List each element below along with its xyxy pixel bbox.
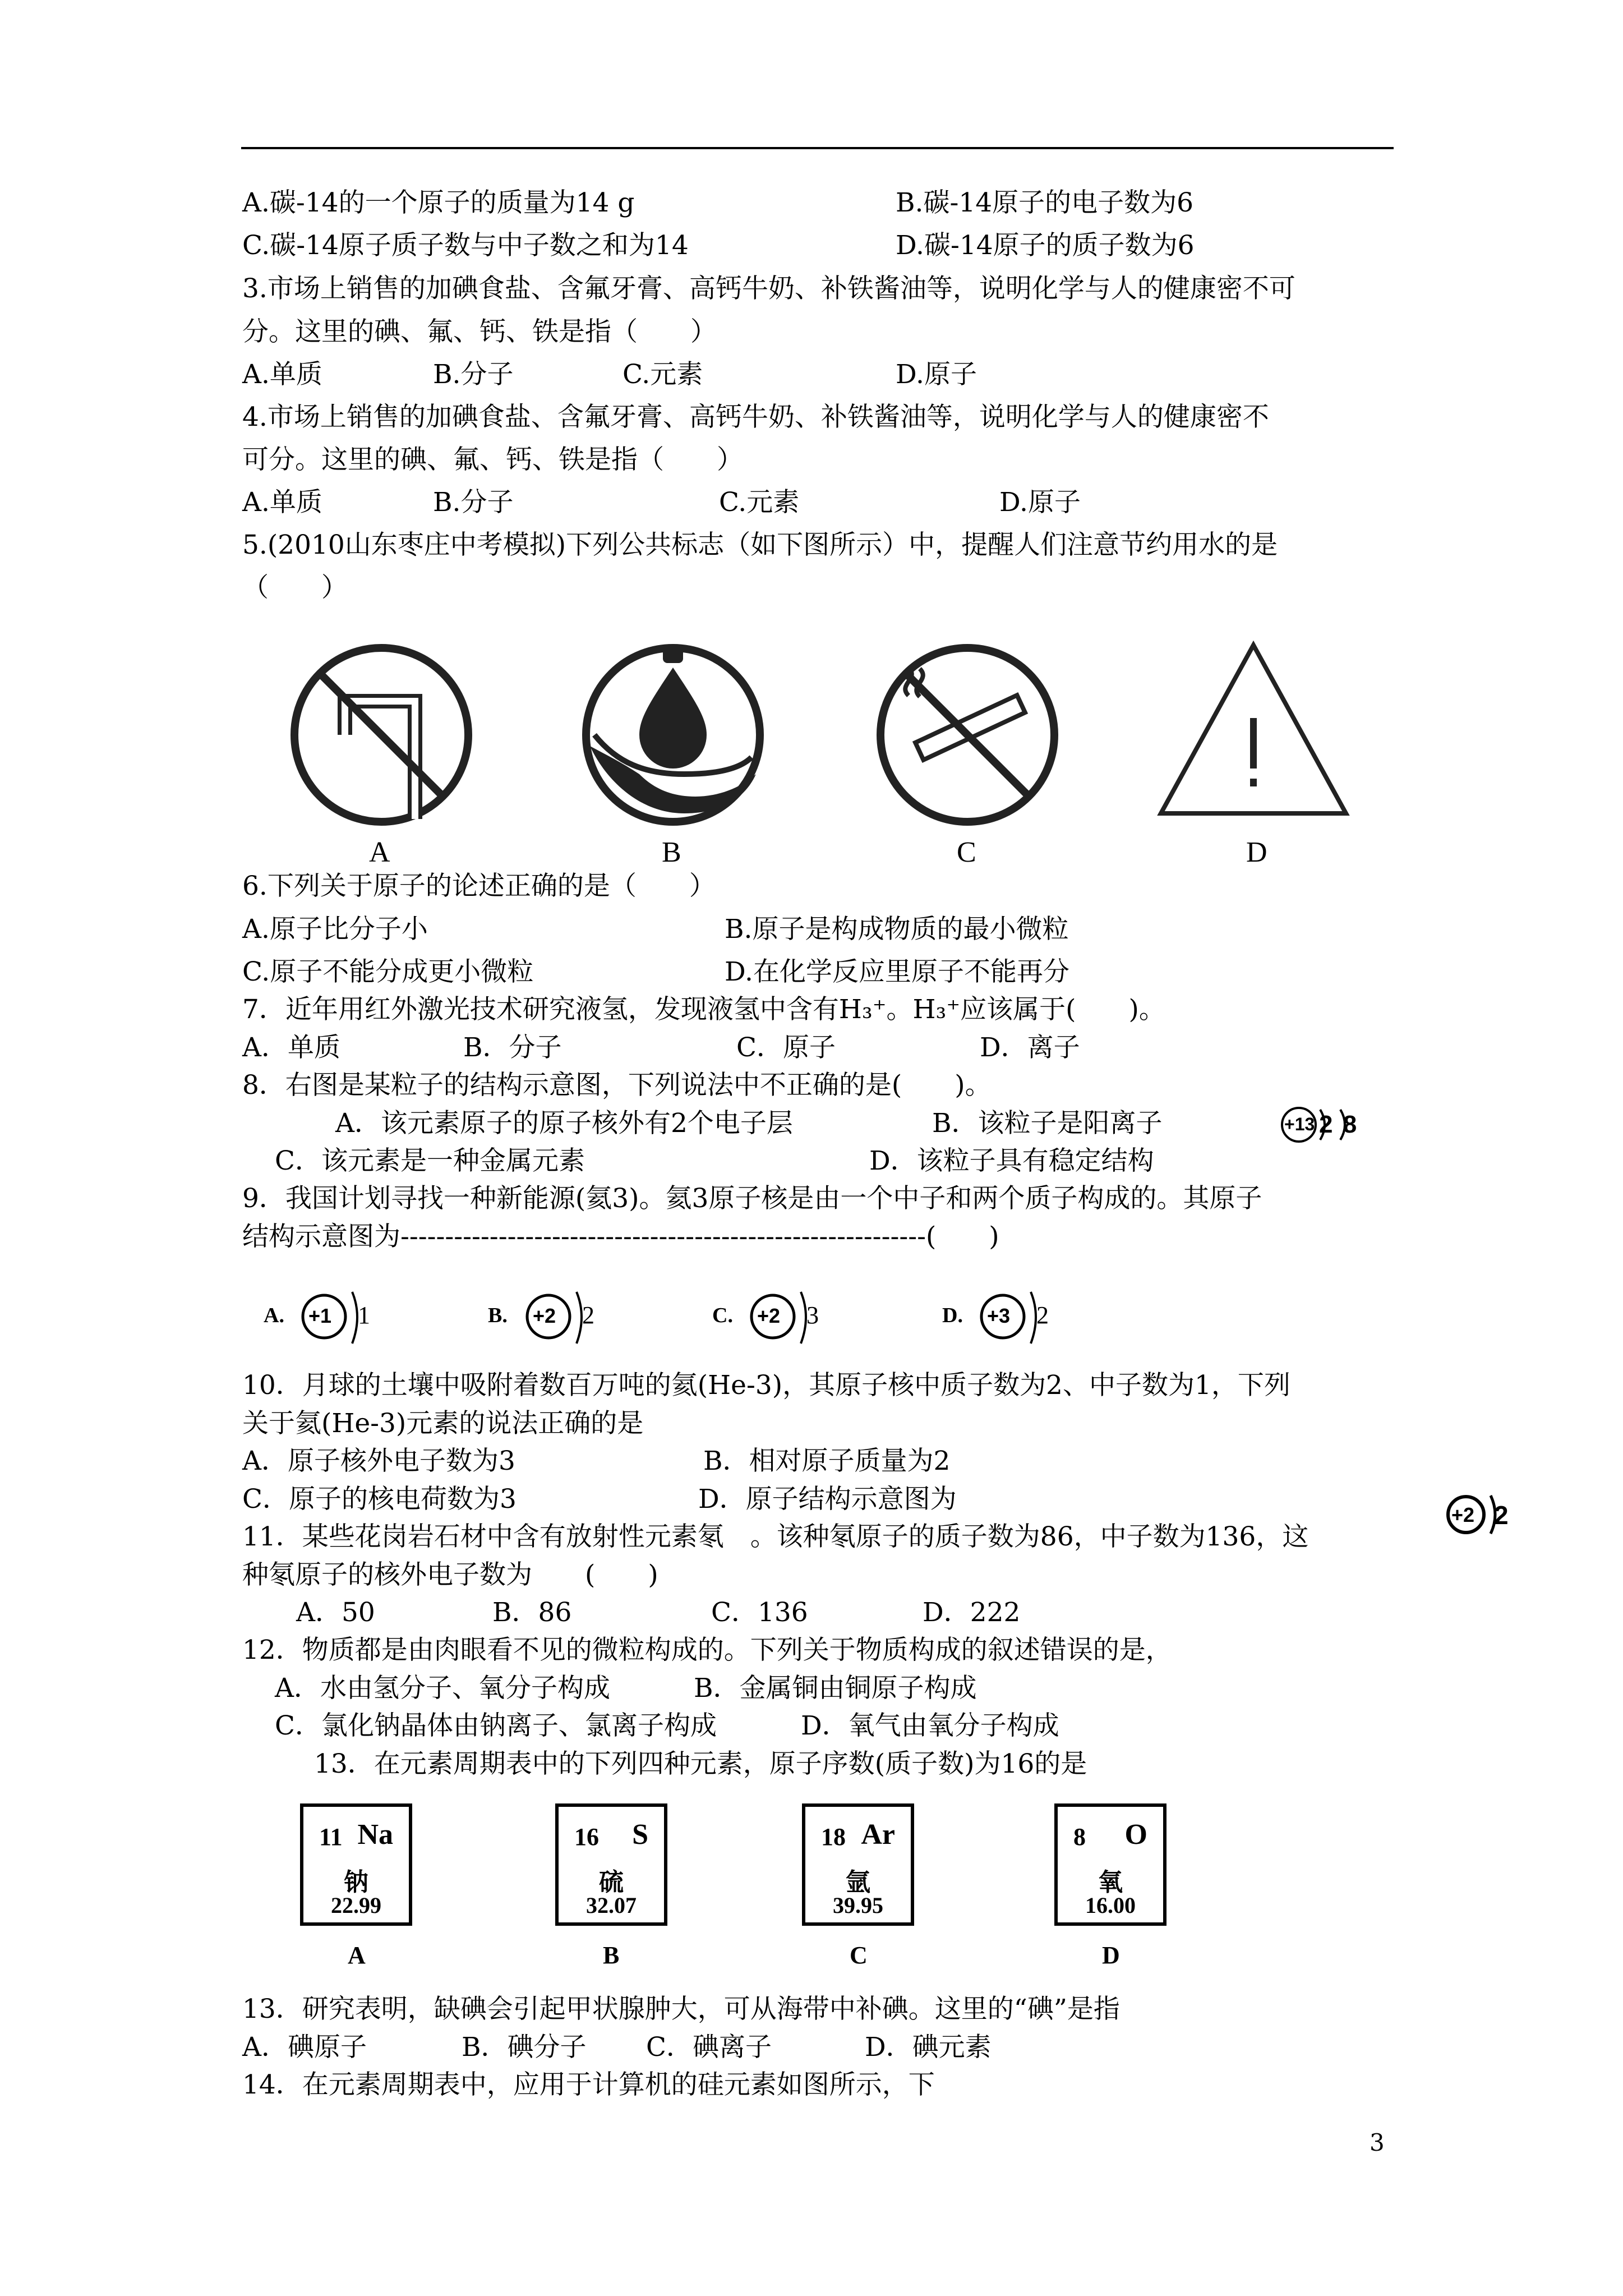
text-q13a-0: 13．在元素周期表中的下列四种元素，原子序数(质子数)为16的是 [314, 1749, 1087, 1779]
text-q10-ab-1: B．相对原子质量为2 [703, 1446, 951, 1476]
text-q13b-opts-2: C．碘离子 [646, 2032, 772, 2063]
text-q6-ab-1: B.原子是构成物质的最小微粒 [725, 914, 1069, 945]
element-label-a: A [348, 1941, 366, 1969]
text-q4-opts-3: D.原子 [999, 487, 1081, 518]
q9-option-c [712, 1287, 847, 1349]
q9-option-d [942, 1287, 1077, 1349]
text-q8-cd-0: C．该元素是一种金属元素 [275, 1145, 585, 1176]
element-box-ar [802, 1803, 914, 1926]
text-q6-ab-0: A.原子比分子小 [242, 914, 428, 945]
atomic-mass: 16.00 [1085, 1893, 1136, 1918]
q10-structure-diagram [1444, 1492, 1516, 1537]
sign-label-c: C [957, 836, 976, 868]
text-q4-opts-0: A.单质 [242, 487, 322, 518]
text-q8-ab-0: A．该元素原子的原子核外有2个电子层 [335, 1108, 793, 1139]
text-q7-opts-2: C．原子 [736, 1032, 836, 1063]
text-q11-1-0: 11．某些花岗岩石材中含有放射性元素氡 。该种氡原子的质子数为86，中子数为136，这 [242, 1521, 1309, 1552]
text-q7-opts-0: A．单质 [242, 1032, 340, 1063]
q9-letter: C. [712, 1304, 733, 1327]
q9-letter: A. [264, 1304, 284, 1327]
element-label-d: D [1102, 1941, 1120, 1969]
header-rule [241, 147, 1394, 149]
text-q2-ab-0: A.碳-14的一个原子的质量为14 g [242, 187, 635, 218]
text-q7-0: 7．近年用红外激光技术研究液氢，发现液氢中含有H₃⁺。H₃⁺应该属于( )。 [242, 994, 1165, 1025]
text-q4-opts-1: B.分子 [433, 487, 514, 518]
q9-electrons: 3 [806, 1301, 819, 1329]
text-q9-1-0: 9．我国计划寻找一种新能源(氦3)。氦3原子核是由一个中子和两个质子构成的。其原子 [242, 1183, 1262, 1214]
text-q3-opts-3: D.原子 [896, 359, 977, 390]
text-q13b-0: 13．研究表明，缺碘会引起甲状腺肿大，可从海带中补碘。这里的“碘”是指 [242, 1994, 1120, 2024]
element-box-na [300, 1803, 412, 1926]
text-q3-opts-1: B.分子 [433, 359, 514, 390]
text-q2-ab-1: B.碳-14原子的电子数为6 [896, 187, 1194, 218]
text-q5-1-0: 5.(2010山东枣庄中考模拟)下列公共标志（如下图所示）中，提醒人们注意节约用水的是 [242, 530, 1278, 560]
atomic-mass: 32.07 [586, 1893, 637, 1918]
text-q8-0: 8．右图是某粒子的结构示意图，下列说法中不正确的是( )。 [242, 1070, 992, 1101]
element-name: 钠 [344, 1868, 368, 1897]
q9-letter: D. [942, 1304, 963, 1327]
text-q11-opts-3: D．222 [923, 1597, 1021, 1628]
text-q6-cd-0: C.原子不能分成更小微粒 [242, 956, 534, 987]
element-box-s [555, 1803, 667, 1926]
q9-electrons: 2 [582, 1301, 594, 1329]
element-label-b: B [603, 1941, 620, 1969]
atomic-number: 11 [319, 1823, 343, 1851]
q9-nucleus: +1 [308, 1304, 332, 1327]
text-q4-2-0: 可分。这里的碘、氟、钙、铁是指（ ） [242, 444, 743, 475]
element-name: 氩 [846, 1868, 870, 1897]
text-q14-0: 14．在元素周期表中，应用于计算机的硅元素如图所示，下 [242, 2069, 935, 2100]
q9-option-b [488, 1287, 623, 1349]
page-number: 3 [1370, 2129, 1385, 2156]
text-q9-2-0: 结构示意图为-----------------------------------------------------------( ) [242, 1221, 999, 1252]
q8-shells: 2 8 [1319, 1111, 1357, 1138]
text-q7-opts-3: D．离子 [980, 1032, 1080, 1063]
text-q10-ab-0: A．原子核外电子数为3 [242, 1446, 515, 1476]
text-q4-1-0: 4.市场上销售的加碘食盐、含氟牙膏、高钙牛奶、补铁酱油等，说明化学与人的健康密不 [242, 402, 1269, 432]
text-q6-0: 6.下列关于原子的论述正确的是（ ） [242, 871, 716, 901]
text-q11-opts-1: B．86 [492, 1597, 572, 1628]
q9-letter: B. [488, 1304, 508, 1327]
public-signs-figure [280, 634, 1380, 881]
text-q2-cd-0: C.碳-14原子质子数与中子数之和为14 [242, 230, 689, 261]
text-q12-cd-1: D．氧气由氧分子构成 [801, 1710, 1059, 1741]
text-q11-opts-0: A．50 [296, 1597, 375, 1628]
sign-label-b: B [662, 836, 681, 868]
element-name: 硫 [599, 1868, 624, 1897]
water-saving-icon [586, 646, 760, 822]
warning-triangle-icon [1161, 645, 1346, 813]
q9-nucleus: +2 [757, 1304, 781, 1327]
element-box-o [1054, 1803, 1166, 1926]
element-symbol: Na [357, 1819, 393, 1851]
q8-structure-diagram [1280, 1105, 1364, 1144]
text-q8-cd-1: D．该粒子具有稳定结构 [869, 1145, 1154, 1176]
text-q12-ab-1: B．金属铜由铜原子构成 [694, 1673, 977, 1704]
q9-nucleus: +3 [987, 1304, 1011, 1327]
q10-nucleus: +2 [1451, 1503, 1475, 1526]
atomic-number: 16 [574, 1823, 599, 1851]
q9-nucleus: +2 [533, 1304, 556, 1327]
text-q7-opts-1: B．分子 [463, 1032, 562, 1063]
element-symbol: S [632, 1819, 648, 1851]
text-q13b-opts-3: D．碘元素 [865, 2032, 992, 2063]
no-smoking-icon [880, 648, 1054, 822]
q9-electrons: 2 [1036, 1301, 1049, 1329]
text-q12-ab-0: A．水由氢分子、氧分子构成 [275, 1673, 610, 1704]
q9-option-a [264, 1287, 398, 1349]
text-q3-opts-0: A.单质 [242, 359, 322, 390]
text-q4-opts-2: C.元素 [719, 487, 800, 518]
text-q3-1-0: 3.市场上销售的加碘食盐、含氟牙膏、高钙牛奶、补铁酱油等，说明化学与人的健康密不可 [242, 273, 1295, 304]
text-q12-0: 12．物质都是由肉眼看不见的微粒构成的。下列关于物质构成的叙述错误的是， [242, 1635, 1172, 1665]
atomic-mass: 22.99 [331, 1893, 381, 1918]
text-q11-2-0: 种氡原子的核外电子数为 ( ) [242, 1559, 658, 1590]
atomic-mass: 39.95 [833, 1893, 883, 1918]
q10-electrons: 2 [1494, 1501, 1509, 1530]
text-q10-2-0: 关于氦(He-3)元素的说法正确的是 [242, 1408, 644, 1439]
text-q11-opts-2: C．136 [711, 1597, 808, 1628]
text-q13b-opts-0: A．碘原子 [242, 2032, 367, 2063]
element-symbol: O [1124, 1819, 1147, 1851]
text-q2-cd-1: D.碳-14原子的质子数为6 [896, 230, 1195, 261]
atomic-number: 8 [1073, 1823, 1086, 1851]
q8-nucleus: +13 [1284, 1114, 1315, 1134]
element-name: 氧 [1098, 1868, 1123, 1897]
no-left-turn-icon [294, 648, 468, 822]
atomic-number: 18 [821, 1823, 846, 1851]
sign-label-a: A [369, 836, 390, 868]
text-q3-opts-2: C.元素 [623, 359, 703, 390]
element-symbol: Ar [861, 1819, 895, 1851]
q9-electrons: 1 [358, 1301, 370, 1329]
text-q3-2-0: 分。这里的碘、氟、钙、铁是指（ ） [242, 316, 717, 347]
sign-label-d: D [1246, 836, 1267, 868]
text-q5-2-0: （ ） [242, 572, 348, 603]
text-q6-cd-1: D.在化学反应里原子不能再分 [725, 956, 1069, 987]
text-q12-cd-0: C．氯化钠晶体由钠离子、氯离子构成 [275, 1710, 717, 1741]
text-q13b-opts-1: B．碘分子 [462, 2032, 587, 2063]
element-label-c: C [850, 1941, 868, 1969]
text-q10-1-0: 10．月球的土壤中吸附着数百万吨的氦(He-3)，其原子核中质子数为2、中子数为1，下列 [242, 1370, 1290, 1401]
text-q8-ab-1: B．该粒子是阳离子 [932, 1108, 1163, 1139]
text-q10-cd-1: D．原子结构示意图为 [698, 1484, 957, 1515]
text-q10-cd-0: C．原子的核电荷数为3 [242, 1484, 517, 1515]
